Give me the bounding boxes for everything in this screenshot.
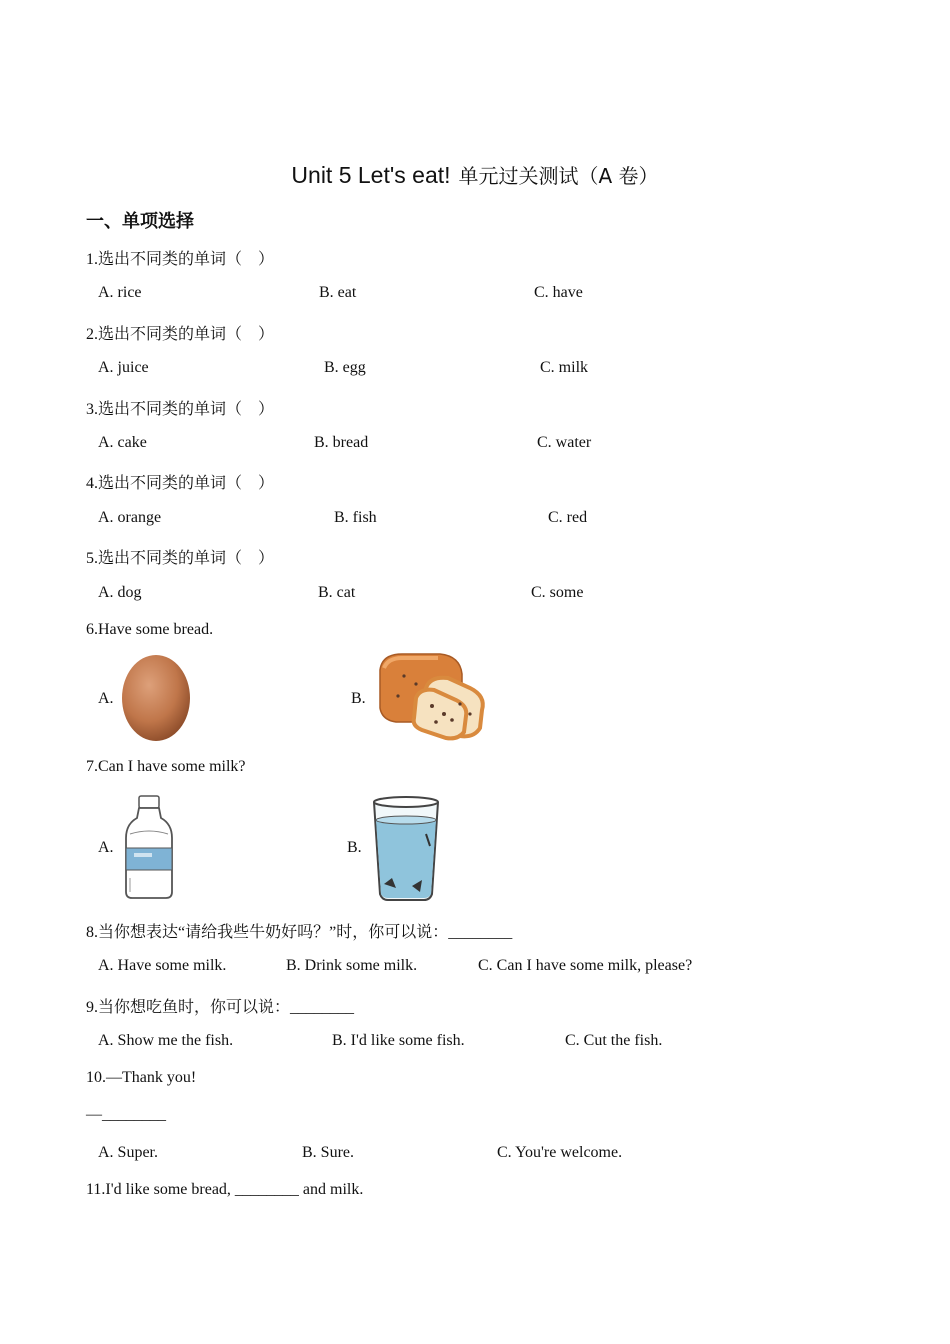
page-title [0, 160, 950, 189]
egg-image [118, 652, 194, 744]
question-stem: 5.选出不同类的单词（ ） [86, 550, 275, 567]
question-answer-line: —________ [86, 1106, 166, 1123]
question-stem: 3.选出不同类的单词（ ） [86, 401, 275, 418]
option-c: C. You're welcome. [497, 1144, 623, 1161]
option-c: C. water [537, 434, 592, 451]
option-b: B. eat [319, 284, 357, 301]
option-b: B. [347, 839, 362, 856]
question-stem: 6.Have some bread. [86, 621, 214, 638]
option-c: C. milk [540, 359, 589, 376]
option-b: B. egg [324, 359, 366, 376]
milk-bottle-image [120, 794, 178, 900]
section-heading: 一、单项选择 [86, 211, 194, 232]
option-a: A. Have some milk. [98, 957, 227, 974]
option-a: A. Show me the fish. [98, 1032, 234, 1049]
option-c: C. Cut the fish. [565, 1032, 663, 1049]
option-a: A. dog [98, 584, 142, 601]
option-c: C. red [548, 509, 588, 526]
option-b: B. bread [314, 434, 369, 451]
question-stem: 2.选出不同类的单词（ ） [86, 326, 275, 343]
option-a: A. Super. [98, 1144, 158, 1161]
option-a: A. [98, 690, 114, 707]
option-b: B. cat [318, 584, 356, 601]
option-b: B. I'd like some fish. [332, 1032, 465, 1049]
option-b: B. fish [334, 509, 377, 526]
option-a: A. juice [98, 359, 149, 376]
option-c: C. have [534, 284, 583, 301]
title-english: Unit 5 Let's eat! [291, 162, 451, 188]
option-a: A. orange [98, 509, 162, 526]
title-chinese: 单元过关测试（A 卷） [458, 164, 659, 188]
option-c: C. some [531, 584, 584, 601]
option-a: A. [98, 839, 114, 856]
question-stem: 7.Can I have some milk? [86, 758, 246, 775]
option-b: B. Drink some milk. [286, 957, 418, 974]
water-glass-image [368, 794, 444, 902]
option-c: C. Can I have some milk, please? [478, 957, 693, 974]
option-a: A. rice [98, 284, 142, 301]
question-stem: 9.当你想吃鱼时，你可以说：________ [86, 999, 355, 1016]
option-a: A. cake [98, 434, 147, 451]
question-stem: 8.当你想表达“请给我些牛奶好吗？”时，你可以说：________ [86, 924, 513, 941]
question-stem: 1.选出不同类的单词（ ） [86, 251, 275, 268]
question-stem: 11.I'd like some bread, ________ and milk. [86, 1181, 364, 1198]
bread-image [370, 648, 492, 746]
question-stem: 10.—Thank you! [86, 1069, 197, 1086]
option-b: B. Sure. [302, 1144, 354, 1161]
option-b: B. [351, 690, 366, 707]
question-stem: 4.选出不同类的单词（ ） [86, 475, 275, 492]
